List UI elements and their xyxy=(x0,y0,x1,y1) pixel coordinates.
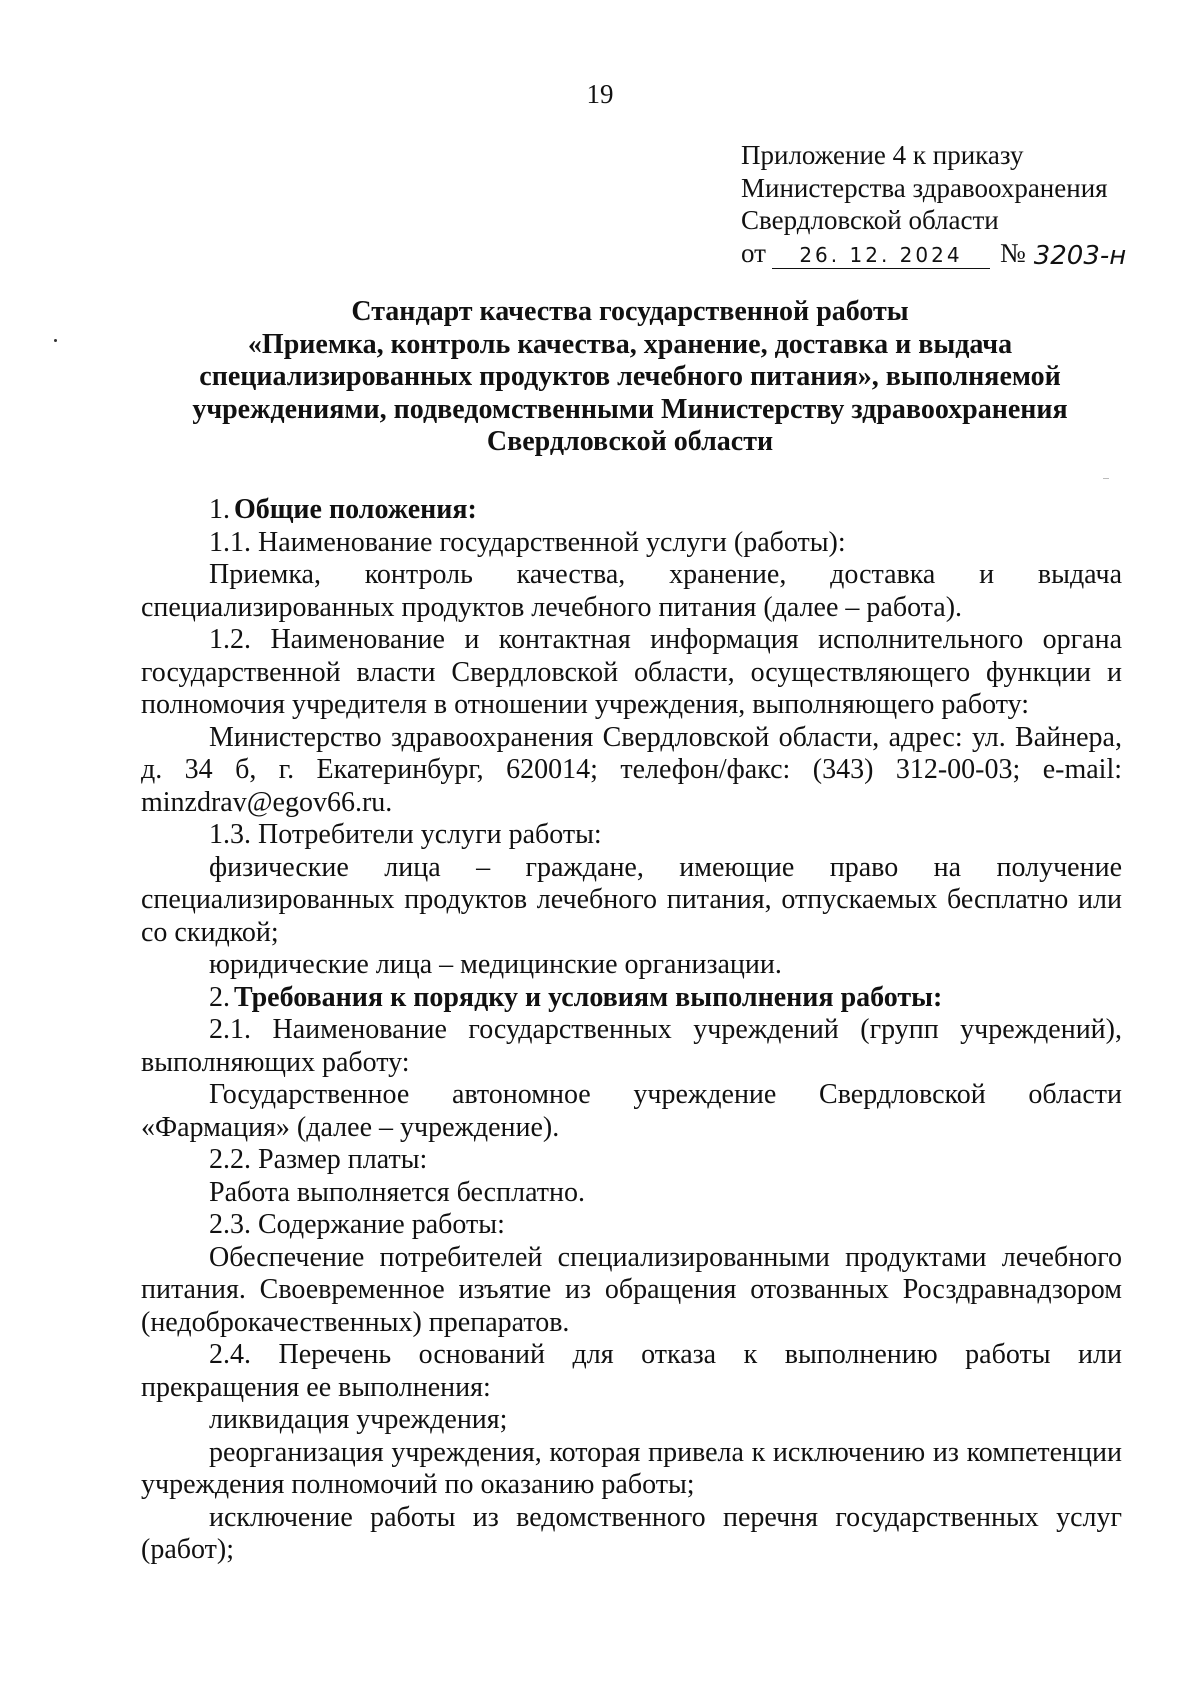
document-title xyxy=(140,296,1120,459)
paragraph-2-2-text: Работа выполняется бесплатно. xyxy=(209,1176,585,1208)
paragraph-2-1: 2.1. Наименование государственных учреждений (групп учреждений), выполняющих работу: xyxy=(141,1014,1122,1078)
section-2-heading xyxy=(141,982,1122,1015)
attachment-line-3: Свердловской области xyxy=(741,205,999,235)
number-sign: № xyxy=(999,237,1026,268)
paragraph-1-1-text: Приемка, контроль качества, хранение, доставка и выдача специализированных продуктов лечебного питания (далее – работа). xyxy=(141,559,1122,623)
section-2-title: Требования к порядку и условиям выполнения работы: xyxy=(234,981,943,1013)
attachment-line-2: Министерства здравоохранения xyxy=(741,172,1108,203)
title-line-2: «Приемка, контроль качества, хранение, доставка и выдача xyxy=(247,328,1013,360)
paragraph-1-3-text-1: физические лица – граждане, имеющие право на получение специализированных продуктов лечебного питания, отпускаемых бесплатно или со скидкой; xyxy=(141,851,1122,948)
order-date-number-line xyxy=(741,237,1161,270)
order-date: 26. 12. 2024 xyxy=(772,242,990,269)
scan-speck xyxy=(1103,478,1109,479)
section-1-title: Общие положения: xyxy=(234,494,477,525)
paragraph-1-1: 1.1. Наименование государственной услуги (работы): xyxy=(209,526,846,558)
title-line-1: Стандарт качества государственной работы xyxy=(351,296,909,327)
paragraph-2-3-text: Обеспечение потребителей специализированными продуктами лечебного питания. Своевременное изъятие из обращения отозванных Росздравнадзором (недоброкачественных) препаратов. xyxy=(141,1241,1122,1338)
title-line-4: учреждениями, подведомственными Министерству здравоохранения xyxy=(192,393,1068,425)
paragraph-2-4-item-2: реорганизация учреждения, которая привела к исключению из компетенции учреждения полномочий по оказанию работы; xyxy=(141,1436,1122,1500)
scan-speck xyxy=(54,339,57,342)
paragraph-1-2-text: Министерство здравоохранения Свердловской области, адрес: ул. Вайнера, д. 34 б, г. Екатеринбург, 620014; телефон/факс: (343) 312-00-03; e-mail: minzdrav@egov66.ru. xyxy=(141,721,1122,818)
page-number: 19 xyxy=(586,79,614,109)
paragraph-2-4-item-1: ликвидация учреждения; xyxy=(209,1404,508,1435)
paragraph-2-1-text: Государственное автономное учреждение Свердловской области «Фармация» (далее – учреждение). xyxy=(141,1079,1122,1143)
paragraph-1-2: 1.2. Наименование и контактная информация исполнительного органа государственной власти Свердловской области, осуществляющего функции и полномочия учредителя в отношении учреждения, выполняющего работу: xyxy=(141,624,1122,720)
paragraph-2-2: 2.2. Размер платы: xyxy=(209,1144,428,1175)
from-label: от xyxy=(741,237,766,268)
title-line-3: специализированных продуктов лечебного питания», выполняемой xyxy=(199,361,1061,392)
section-1-number: 1. xyxy=(209,494,230,525)
paragraph-1-3: 1.3. Потребители услуги работы: xyxy=(209,819,602,850)
section-1-heading xyxy=(141,494,1122,527)
order-number: 3203-н xyxy=(1033,241,1127,271)
paragraph-2-4-item-3: исключение работы из ведомственного перечня государственных услуг (работ); xyxy=(141,1501,1122,1565)
section-2-number: 2. xyxy=(209,981,230,1013)
paragraph-2-4: 2.4. Перечень оснований для отказа к выполнению работы или прекращения ее выполнения: xyxy=(141,1339,1122,1403)
document-body xyxy=(141,494,1122,1567)
attachment-line-1: Приложение 4 к приказу xyxy=(741,140,1024,170)
attachment-block xyxy=(741,139,1161,269)
paragraph-2-3: 2.3. Содержание работы: xyxy=(209,1209,505,1240)
title-line-5: Свердловской области xyxy=(486,426,774,457)
paragraph-1-3-text-2: юридические лица – медицинские организации. xyxy=(209,949,782,980)
order-number-field xyxy=(1026,241,1127,271)
